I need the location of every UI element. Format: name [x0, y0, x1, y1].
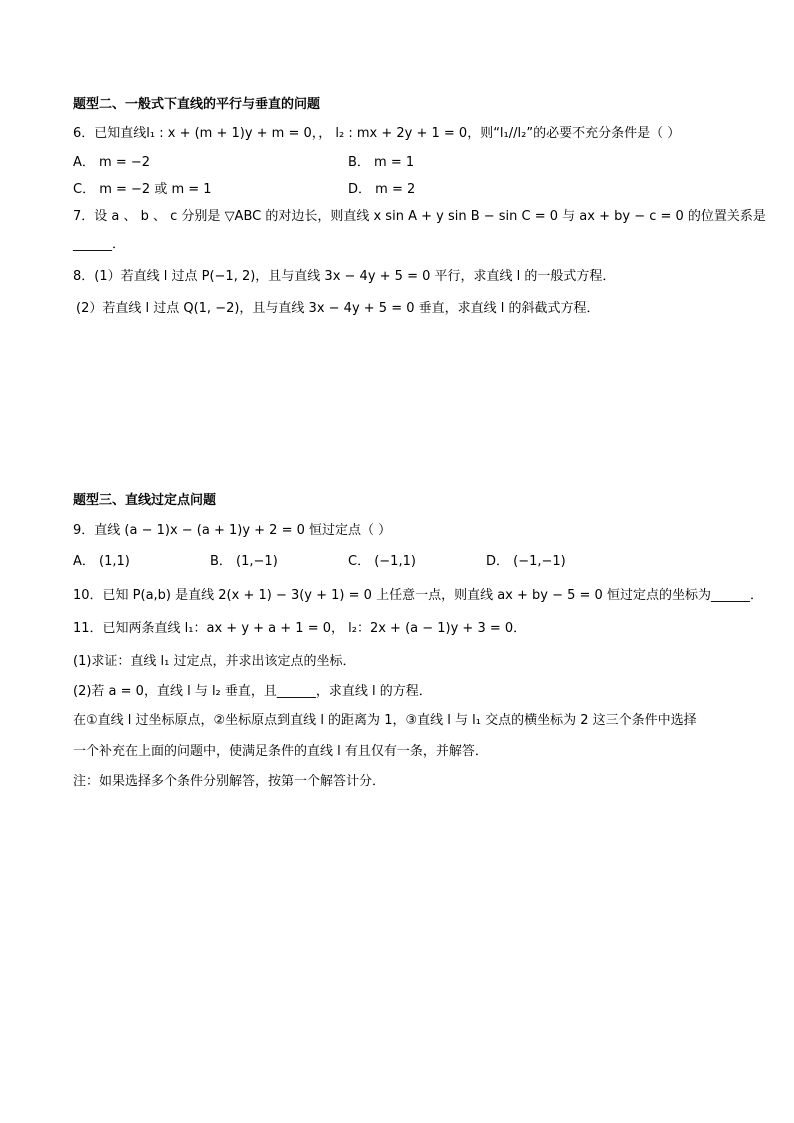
q9-option-b: B． (1,−1) [210, 554, 278, 569]
q8-part1: 8．(1）若直线 l 过点 P(−1, 2)，且与直线 3x − 4y + 5 = 0 平行，求直线 l 的一般式方程． [73, 269, 616, 284]
q7-stem: 7．设 a 、 b 、 c 分别是 ▽ABC 的对边长，则直线 x sin A + y sin B − sin C = 0 与 ax + by − c = 0 的位置关系是 [73, 209, 766, 224]
q10-stem: 10．已知 P(a,b) 是直线 2(x + 1) − 3(y + 1) = 0 上任意一点，则直线 ax + by − 5 = 0 恒过定点的坐标为______． [73, 588, 763, 603]
q6-option-a: A． m = −2 [73, 155, 151, 170]
q9-option-d: D． (−1,−1) [486, 554, 566, 569]
q6-option-c: C． m = −2 或 m = 1 [73, 182, 212, 197]
q11-conditions: 在①直线 l 过坐标原点，②坐标原点到直线 l 的距离为 1，③直线 l 与 l₁ 交点的横坐标为 2 这三个条件中选择 [73, 713, 697, 728]
q6-option-d: D． m = 2 [348, 182, 416, 197]
section3-title: 题型三、直线过定点问题 [73, 493, 217, 508]
q7-blank: ______． [73, 237, 126, 252]
q11-note: 注：如果选择多个条件分别解答，按第一个解答计分． [73, 774, 386, 789]
q11-part2: (2)若 a = 0，直线 l 与 l₂ 垂直，且______，求直线 l 的方程． [73, 684, 432, 699]
q8-part2: (2）若直线 l 过点 Q(1, −2)，且与直线 3x − 4y + 5 = 0 垂直，求直线 l 的斜截式方程． [76, 301, 600, 316]
q11-part1: (1)求证：直线 l₁ 过定点，并求出该定点的坐标． [73, 654, 356, 669]
q6-option-b: B． m = 1 [348, 155, 415, 170]
q9-option-a: A． (1,1) [73, 554, 130, 569]
q6-stem: 6．已知直线l₁ : x + (m + 1)y + m = 0，， l₂ : mx + 2y + 1 = 0，则“l₁//l₂”的必要不充分条件是（ ） [73, 126, 681, 141]
q9-option-c: C． (−1,1) [348, 554, 416, 569]
q11-stem: 11．已知两条直线 l₁：ax + y + a + 1 = 0， l₂：2x + (a − 1)y + 3 = 0． [73, 621, 527, 636]
q11-instruction: 一个补充在上面的问题中，使满足条件的直线 l 有且仅有一条，并解答． [73, 744, 488, 759]
q9-stem: 9．直线 (a − 1)x − (a + 1)y + 2 = 0 恒过定点（ ） [73, 523, 392, 538]
section2-title: 题型二、一般式下直线的平行与垂直的问题 [73, 97, 321, 112]
